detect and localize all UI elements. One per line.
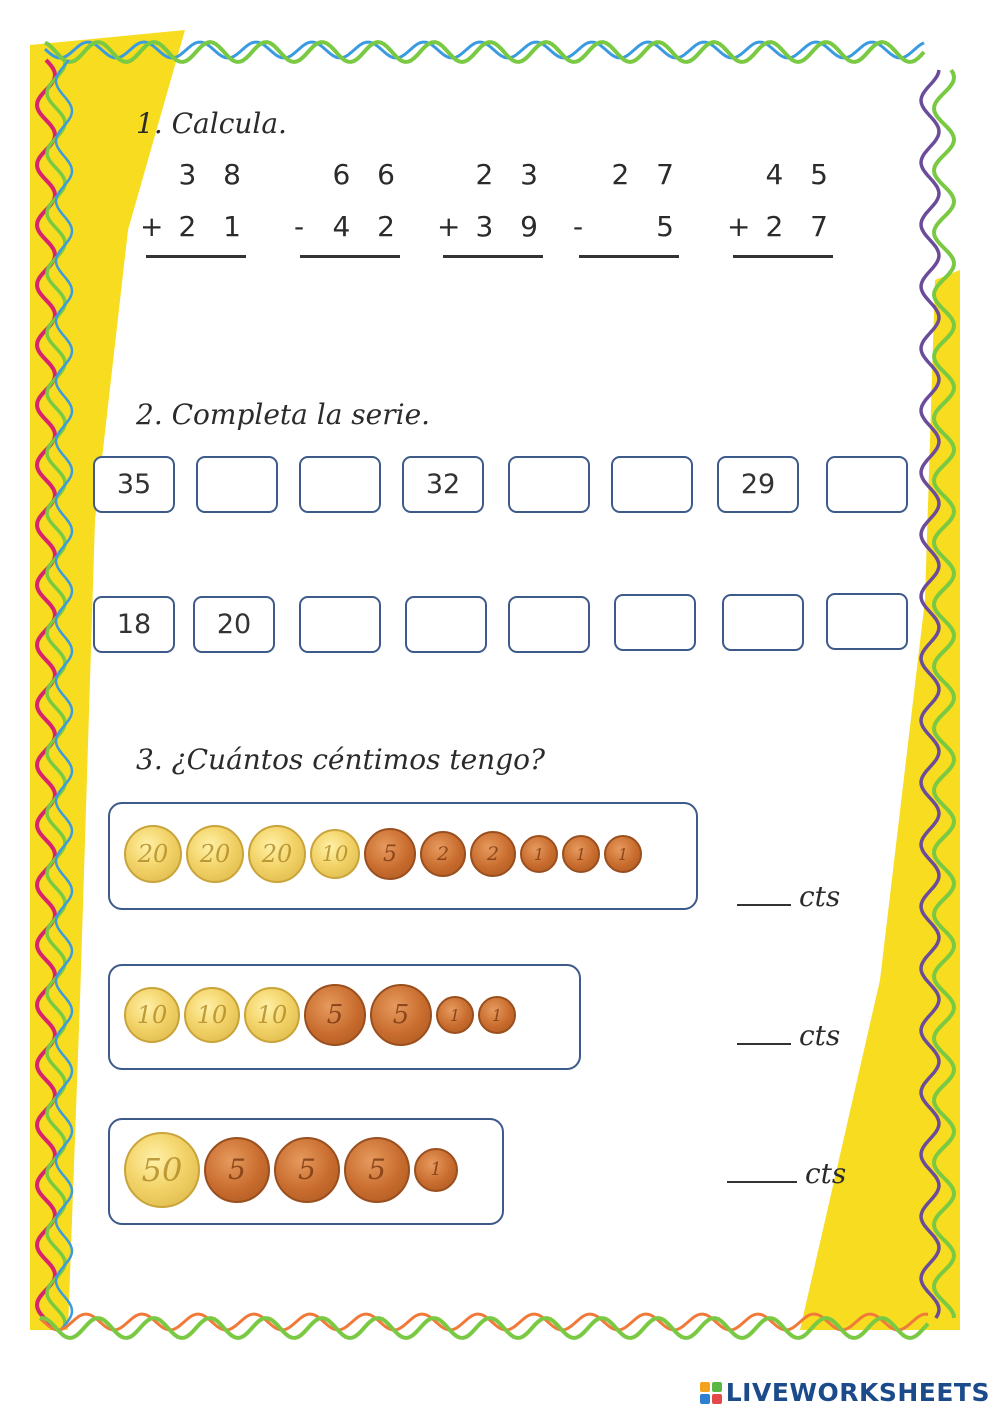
series-box[interactable] — [722, 594, 804, 651]
unit-label: cts — [799, 1019, 841, 1052]
coin-1-cent: 1 — [562, 835, 600, 873]
answer-blank[interactable] — [727, 1173, 797, 1183]
coin-50-cent: 50 — [124, 1132, 200, 1208]
operation-top-number: 2 7 — [611, 158, 683, 191]
coin-2-cent: 2 — [470, 831, 516, 877]
answer-blank[interactable] — [737, 1035, 791, 1045]
series-box[interactable] — [826, 593, 908, 650]
series-box[interactable]: 35 — [93, 456, 175, 513]
operation-5 — [727, 155, 837, 247]
series-box[interactable]: 20 — [193, 596, 275, 653]
coin-20-cent: 20 — [186, 825, 244, 883]
operation-top-number: 4 5 — [765, 158, 837, 191]
brand-name: LIVEWORKSHEETS — [725, 1378, 990, 1407]
answer-3 — [727, 1157, 846, 1190]
operation-sign: - — [294, 210, 305, 243]
answer-line — [579, 255, 679, 258]
coin-10-cent: 10 — [244, 987, 300, 1043]
series-box[interactable] — [611, 456, 693, 513]
coin-1-cent: 1 — [436, 996, 474, 1034]
coin-1-cent: 1 — [520, 835, 558, 873]
liveworksheets-logo — [700, 1378, 990, 1407]
series-box[interactable] — [196, 456, 278, 513]
series-box[interactable] — [405, 596, 487, 653]
coin-10-cent: 10 — [310, 829, 360, 879]
operation-sign: + — [437, 210, 461, 243]
answer-blank[interactable] — [737, 896, 791, 906]
operation-sign: + — [140, 210, 164, 243]
operation-bottom-number: 4 2 — [332, 210, 404, 243]
coin-20-cent: 20 — [248, 825, 306, 883]
coin-group-1 — [108, 802, 698, 910]
coin-5-cent: 5 — [364, 828, 416, 880]
coin-5-cent: 5 — [274, 1137, 340, 1203]
series-box[interactable] — [508, 456, 590, 513]
answer-1 — [737, 880, 840, 913]
series-box[interactable]: 29 — [717, 456, 799, 513]
operation-2 — [294, 155, 404, 247]
coin-group-2 — [108, 964, 581, 1070]
series-box[interactable]: 18 — [93, 596, 175, 653]
series-box[interactable] — [299, 456, 381, 513]
coin-1-cent: 1 — [604, 835, 642, 873]
operation-bottom-number: 2 1 — [178, 210, 250, 243]
answer-line — [146, 255, 246, 258]
coin-5-cent: 5 — [304, 984, 366, 1046]
section-3-heading: 3. ¿Cuántos céntimos tengo? — [136, 743, 546, 776]
coin-10-cent: 10 — [184, 987, 240, 1043]
coin-5-cent: 5 — [344, 1137, 410, 1203]
operation-bottom-number: 5 — [656, 210, 683, 243]
answer-2 — [737, 1019, 840, 1052]
operation-top-number: 2 3 — [475, 158, 547, 191]
section-2-heading: 2. Completa la serie. — [136, 398, 431, 431]
unit-label: cts — [805, 1157, 847, 1190]
logo-icon — [700, 1382, 722, 1404]
series-box[interactable]: 32 — [402, 456, 484, 513]
coin-group-3 — [108, 1118, 504, 1225]
operation-1 — [140, 155, 250, 247]
coin-1-cent: 1 — [478, 996, 516, 1034]
series-box[interactable] — [508, 596, 590, 653]
series-box[interactable] — [614, 594, 696, 651]
operation-sign: - — [573, 210, 584, 243]
series-box[interactable] — [826, 456, 908, 513]
answer-line — [443, 255, 543, 258]
operation-top-number: 3 8 — [178, 158, 250, 191]
coin-5-cent: 5 — [204, 1137, 270, 1203]
coin-5-cent: 5 — [370, 984, 432, 1046]
operation-sign: + — [727, 210, 751, 243]
section-1-heading: 1. Calcula. — [136, 107, 287, 140]
coin-2-cent: 2 — [420, 831, 466, 877]
operation-bottom-number: 2 7 — [765, 210, 837, 243]
series-box[interactable] — [299, 596, 381, 653]
coin-1-cent: 1 — [414, 1148, 458, 1192]
operation-bottom-number: 3 9 — [475, 210, 547, 243]
operation-4 — [573, 155, 683, 247]
unit-label: cts — [799, 880, 841, 913]
coin-10-cent: 10 — [124, 987, 180, 1043]
answer-line — [733, 255, 833, 258]
operation-top-number: 6 6 — [332, 158, 404, 191]
operation-3 — [437, 155, 547, 247]
coin-20-cent: 20 — [124, 825, 182, 883]
answer-line — [300, 255, 400, 258]
